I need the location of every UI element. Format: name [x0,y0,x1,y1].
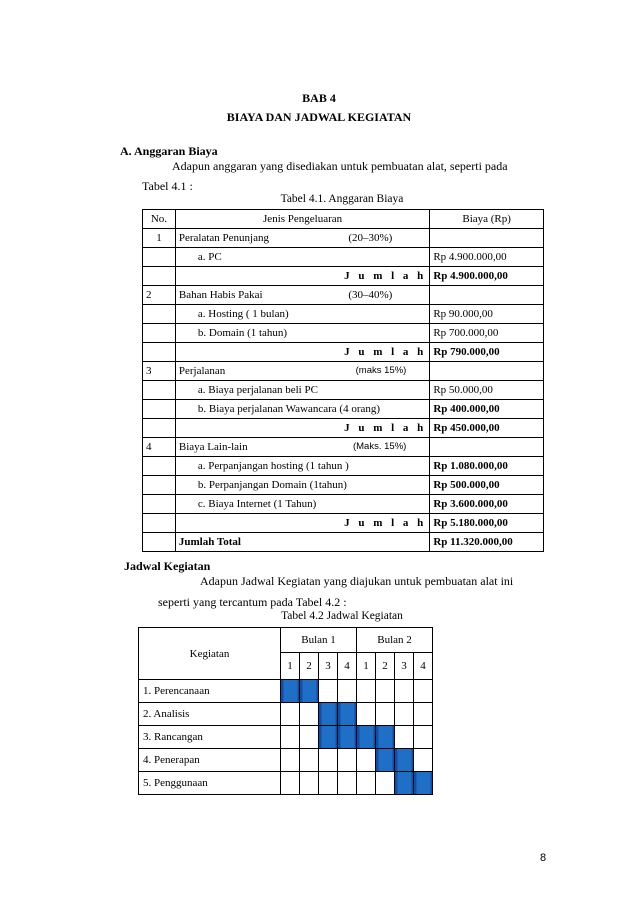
week-header: 4 [414,653,433,680]
schedule-cell-empty [338,772,357,795]
item-empty-no [143,381,176,400]
week-header: 2 [376,653,395,680]
item-empty-no [143,248,176,267]
subtotal-label: J u m l a h [175,419,429,438]
group-name-cell [175,438,429,457]
month-header: Bulan 1 [281,628,357,653]
table-4-2-caption: Tabel 4.2 Jadwal Kegiatan [281,610,403,622]
group-name: Peralatan Penunjang [178,232,269,244]
group-number: 4 [143,438,176,457]
schedule-cell-empty [376,772,395,795]
group-name: Biaya Lain-lain [178,441,248,453]
subtotal-value: Rp 4.900.000,00 [430,267,544,286]
week-header: 3 [319,653,338,680]
group-name: Bahan Habis Pakai [178,289,263,301]
activity-name: 3. Rancangan [139,726,281,749]
item-empty-no [143,495,176,514]
item-empty-no [143,400,176,419]
schedule-cell-empty [300,726,319,749]
schedule-cell-filled [281,680,300,703]
group-name: Perjalanan [178,365,226,377]
group-percentage: (30–40%) [348,289,393,301]
item-label: b. Biaya perjalanan Wawancara (4 orang) [175,400,429,419]
item-label: c. Biaya Internet (1 Tahun) [175,495,429,514]
section-a-paragraph-line1: Adapun anggaran yang disediakan untuk pembuatan alat, seperti pada [172,159,508,173]
grand-total-value: Rp 11.320.000,00 [430,533,544,552]
subtotal-empty-no [143,514,176,533]
chapter-number: BAB 4 [302,91,336,105]
budget-group-row [143,229,544,248]
budget-subtotal-row [143,514,544,533]
group-empty-value [430,286,544,305]
section-a-heading: A. Anggaran Biaya [120,144,218,158]
section-b-paragraph-line1: Adapun Jadwal Kegiatan yang diajukan untuk pembuatan alat ini [200,574,514,588]
activity-name: 5. Penggunaan [139,772,281,795]
week-header: 1 [281,653,300,680]
group-percentage: (20–30%) [348,232,393,244]
week-header: 2 [300,653,319,680]
schedule-cell-empty [300,749,319,772]
table-4-1-caption: Tabel 4.1. Anggaran Biaya [280,193,404,205]
item-label: a. PC [175,248,429,267]
schedule-cell-filled [357,726,376,749]
item-value: Rp 90.000,00 [430,305,544,324]
schedule-cell-empty [338,749,357,772]
activity-row [139,726,433,749]
budget-item-row [143,324,544,343]
schedule-cell-empty [414,726,433,749]
schedule-cell-empty [414,680,433,703]
schedule-month-row [139,628,433,653]
activity-name: 2. Analisis [139,703,281,726]
schedule-cell-filled [319,726,338,749]
schedule-cell-empty [281,726,300,749]
group-percentage: (maks 15%) [355,365,407,376]
budget-group-row [143,362,544,381]
group-name-cell [175,362,429,381]
section-a-paragraph-line2: Tabel 4.1 : [142,179,193,193]
item-label: b. Perpanjangan Domain (1tahun) [175,476,429,495]
subtotal-label: J u m l a h [175,343,429,362]
schedule-cell-empty [376,703,395,726]
item-label: a. Perpanjangan hosting (1 tahun ) [175,457,429,476]
schedule-cell-empty [357,749,376,772]
schedule-cell-empty [357,772,376,795]
item-value: Rp 50.000,00 [430,381,544,400]
item-empty-no [143,324,176,343]
schedule-cell-filled [376,726,395,749]
schedule-cell-filled [376,749,395,772]
budget-group-row [143,286,544,305]
schedule-cell-empty [281,749,300,772]
item-value: Rp 3.600.000,00 [430,495,544,514]
budget-item-row [143,476,544,495]
budget-table [142,209,544,552]
subtotal-label: J u m l a h [175,267,429,286]
schedule-cell-empty [281,772,300,795]
budget-item-row [143,457,544,476]
subtotal-value: Rp 790.000,00 [430,343,544,362]
schedule-cell-empty [300,772,319,795]
group-name-cell [175,229,429,248]
header-jenis: Jenis Pengeluaran [175,210,429,229]
item-empty-no [143,476,176,495]
budget-item-row [143,400,544,419]
subtotal-empty-no [143,343,176,362]
page-number: 8 [540,852,547,864]
grand-total-label: Jumlah Total [175,533,429,552]
group-name-cell [175,286,429,305]
budget-group-row [143,438,544,457]
item-value: Rp 4.900.000,00 [430,248,544,267]
week-header: 4 [338,653,357,680]
schedule-cell-filled [414,772,433,795]
item-label: a. Biaya perjalanan beli PC [175,381,429,400]
item-label: a. Hosting ( 1 bulan) [175,305,429,324]
item-value: Rp 1.080.000,00 [430,457,544,476]
schedule-cell-filled [319,703,338,726]
budget-subtotal-row [143,343,544,362]
subtotal-value: Rp 5.180.000,00 [430,514,544,533]
subtotal-value: Rp 450.000,00 [430,419,544,438]
group-percentage: (Maks. 15%) [352,441,407,452]
header-biaya: Biaya (Rp) [430,210,544,229]
schedule-cell-empty [319,680,338,703]
activity-row [139,749,433,772]
activity-row [139,703,433,726]
schedule-cell-empty [376,680,395,703]
schedule-cell-filled [300,680,319,703]
activity-name: 4. Penerapan [139,749,281,772]
group-number: 3 [143,362,176,381]
group-number: 1 [143,229,176,248]
item-label: b. Domain (1 tahun) [175,324,429,343]
month-header: Bulan 2 [357,628,433,653]
budget-item-row [143,381,544,400]
week-header: 1 [357,653,376,680]
schedule-cell-filled [395,772,414,795]
group-number: 2 [143,286,176,305]
week-header: 3 [395,653,414,680]
item-empty-no [143,457,176,476]
item-value: Rp 400.000,00 [430,400,544,419]
budget-item-row [143,248,544,267]
schedule-cell-empty [319,772,338,795]
group-empty-value [430,362,544,381]
subtotal-label: J u m l a h [175,514,429,533]
section-b-heading: Jadwal Kegiatan [124,559,211,573]
schedule-cell-filled [338,726,357,749]
activity-row [139,772,433,795]
item-empty-no [143,305,176,324]
budget-subtotal-row [143,267,544,286]
grand-total-row [143,533,544,552]
item-value: Rp 500.000,00 [430,476,544,495]
chapter-title: BIAYA DAN JADWAL KEGIATAN [226,110,412,124]
subtotal-empty-no [143,267,176,286]
schedule-cell-empty [357,680,376,703]
schedule-cell-filled [395,749,414,772]
activity-row [139,680,433,703]
budget-item-row [143,495,544,514]
budget-header-row [143,210,544,229]
group-empty-value [430,229,544,248]
kegiatan-header: Kegiatan [139,628,281,680]
schedule-cell-empty [395,680,414,703]
subtotal-empty-no [143,419,176,438]
schedule-cell-filled [338,703,357,726]
schedule-table [138,627,433,795]
schedule-cell-empty [357,703,376,726]
schedule-cell-empty [281,703,300,726]
schedule-cell-empty [338,680,357,703]
budget-subtotal-row [143,419,544,438]
grand-total-empty-no [143,533,176,552]
item-value: Rp 700.000,00 [430,324,544,343]
group-empty-value [430,438,544,457]
schedule-cell-empty [414,749,433,772]
schedule-cell-empty [414,703,433,726]
activity-name: 1. Perencanaan [139,680,281,703]
schedule-cell-empty [395,726,414,749]
header-no: No. [143,210,176,229]
schedule-cell-empty [319,749,338,772]
budget-item-row [143,305,544,324]
schedule-cell-empty [395,703,414,726]
section-b-paragraph-line2: seperti yang tercantum pada Tabel 4.2 : [158,595,347,609]
schedule-cell-empty [300,703,319,726]
